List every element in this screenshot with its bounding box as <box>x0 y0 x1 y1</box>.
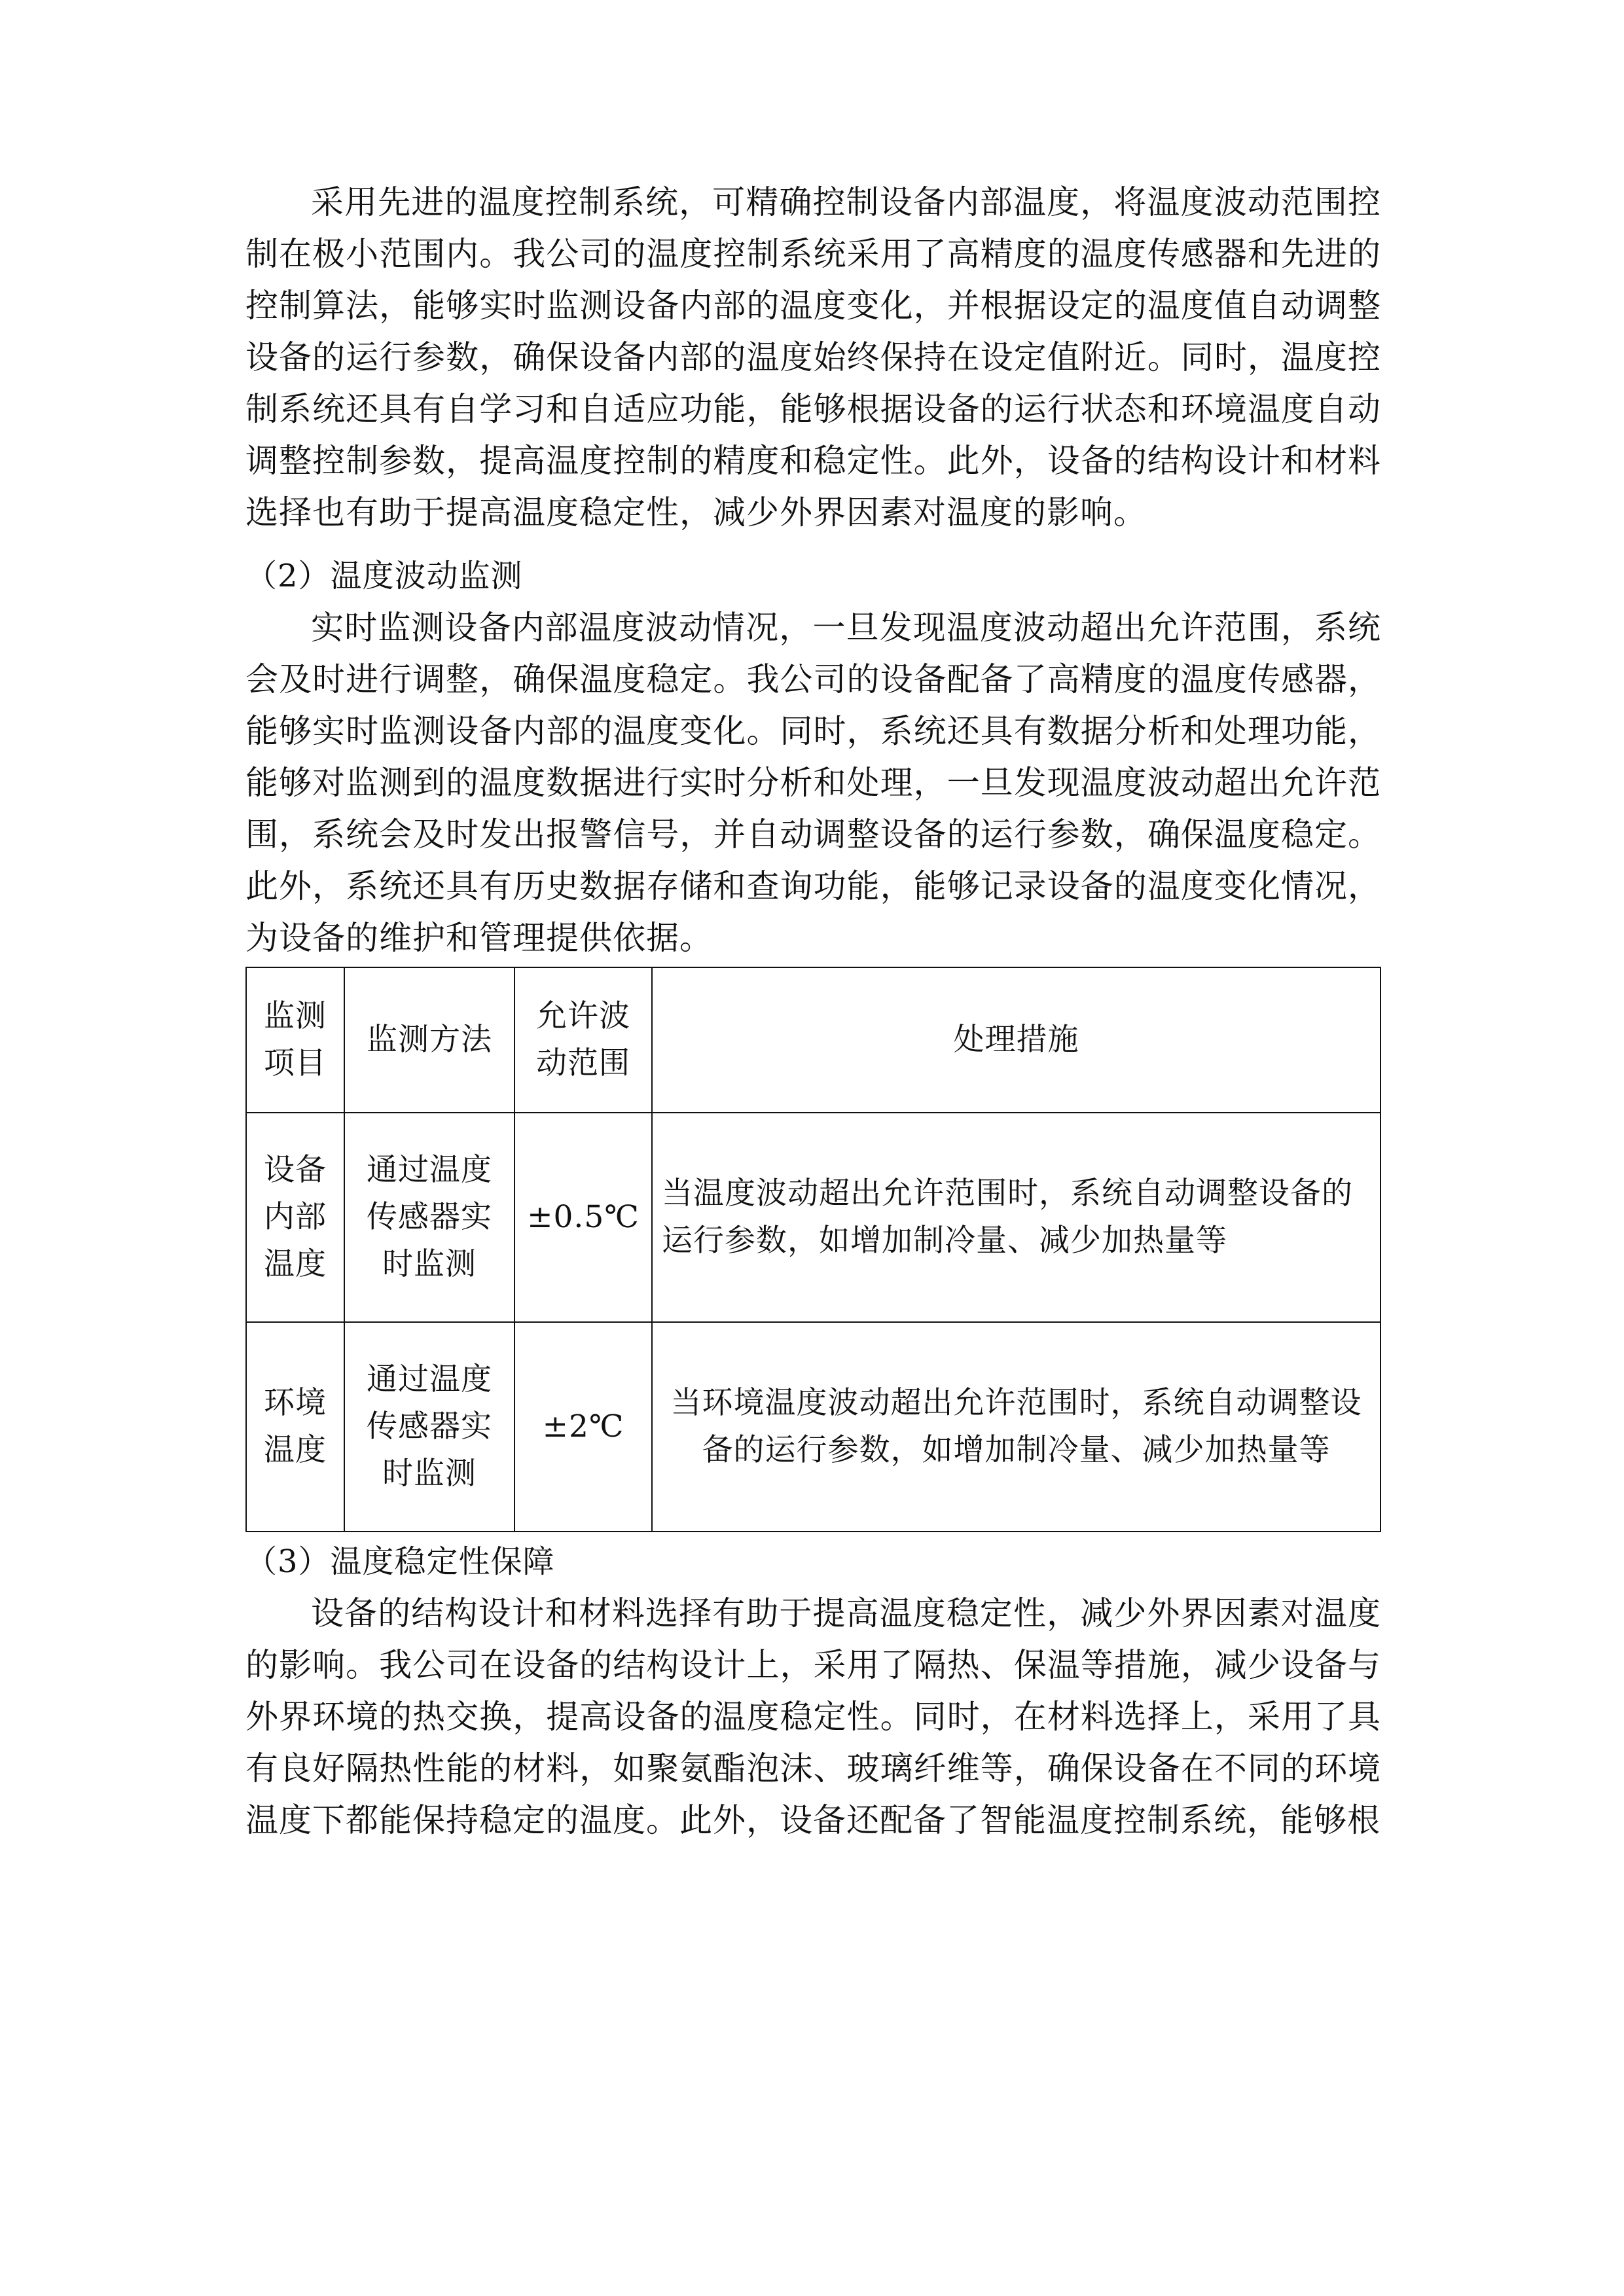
table-row <box>246 1113 1380 1322</box>
cell-method: 通过温度传感器实时监测 <box>344 1322 514 1532</box>
cell-measure: 当环境温度波动超出允许范围时，系统自动调整设备的运行参数，如增加制冷量、减少加热量等 <box>652 1322 1380 1532</box>
paragraph-stability-assurance: 设备的结构设计和材料选择有助于提高温度稳定性，减少外界因素对温度的影响。我公司在设备的结构设计上，采用了隔热、保温等措施，减少设备与外界环境的热交换，提高设备的温度稳定性。同时，在材料选择上，采用了具有良好隔热性能的材料，如聚氨酯泡沫、玻璃纤维等，确保设备在不同的环境温度下都能保持稳定的温度。此外，设备还配备了智能温度控制系统，能够根 <box>245 1594 1381 1839</box>
header-monitoring-item: 监测项目 <box>246 967 344 1113</box>
header-allowed-range: 允许波动范围 <box>514 967 652 1113</box>
cell-measure: 当温度波动超出允许范围时，系统自动调整设备的运行参数，如增加制冷量、减少加热量等 <box>652 1113 1380 1322</box>
cell-method: 通过温度传感器实时监测 <box>344 1113 514 1322</box>
cell-range: ±0.5℃ <box>514 1113 652 1322</box>
heading-temperature-fluctuation-monitoring: （2）温度波动监测 <box>245 558 523 594</box>
document-page <box>245 177 1381 1846</box>
cell-item: 环境温度 <box>246 1322 344 1532</box>
header-measures: 处理措施 <box>652 967 1380 1113</box>
paragraph-temperature-control: 采用先进的温度控制系统，可精确控制设备内部温度，将温度波动范围控制在极小范围内。我公司的温度控制系统采用了高精度的温度传感器和先进的控制算法，能够实时监测设备内部的温度变化，并根据设定的温度值自动调整设备的运行参数，确保设备内部的温度始终保持在设定值附近。同时，温度控制系统还具有自学习和自适应功能，能够根据设备的运行状态和环境温度自动调整控制参数，提高温度控制的精度和稳定性。此外，设备的结构设计和材料选择也有助于提高温度稳定性，减少外界因素对温度的影响。 <box>245 183 1381 531</box>
header-monitoring-method: 监测方法 <box>344 967 514 1113</box>
monitoring-table <box>245 967 1381 1532</box>
cell-item: 设备内部温度 <box>246 1113 344 1322</box>
heading-temperature-stability: （3）温度稳定性保障 <box>245 1543 555 1580</box>
cell-range: ±2℃ <box>514 1322 652 1532</box>
table-header-row <box>246 967 1380 1113</box>
paragraph-fluctuation-monitoring: 实时监测设备内部温度波动情况，一旦发现温度波动超出允许范围，系统会及时进行调整，确保温度稳定。我公司的设备配备了高精度的温度传感器，能够实时监测设备内部的温度变化。同时，系统还具有数据分析和处理功能，能够对监测到的温度数据进行实时分析和处理，一旦发现温度波动超出允许范围，系统会及时发出报警信号，并自动调整设备的运行参数，确保温度稳定。此外，系统还具有历史数据存储和查询功能，能够记录设备的温度变化情况，为设备的维护和管理提供依据。 <box>245 609 1381 957</box>
table-row <box>246 1322 1380 1532</box>
